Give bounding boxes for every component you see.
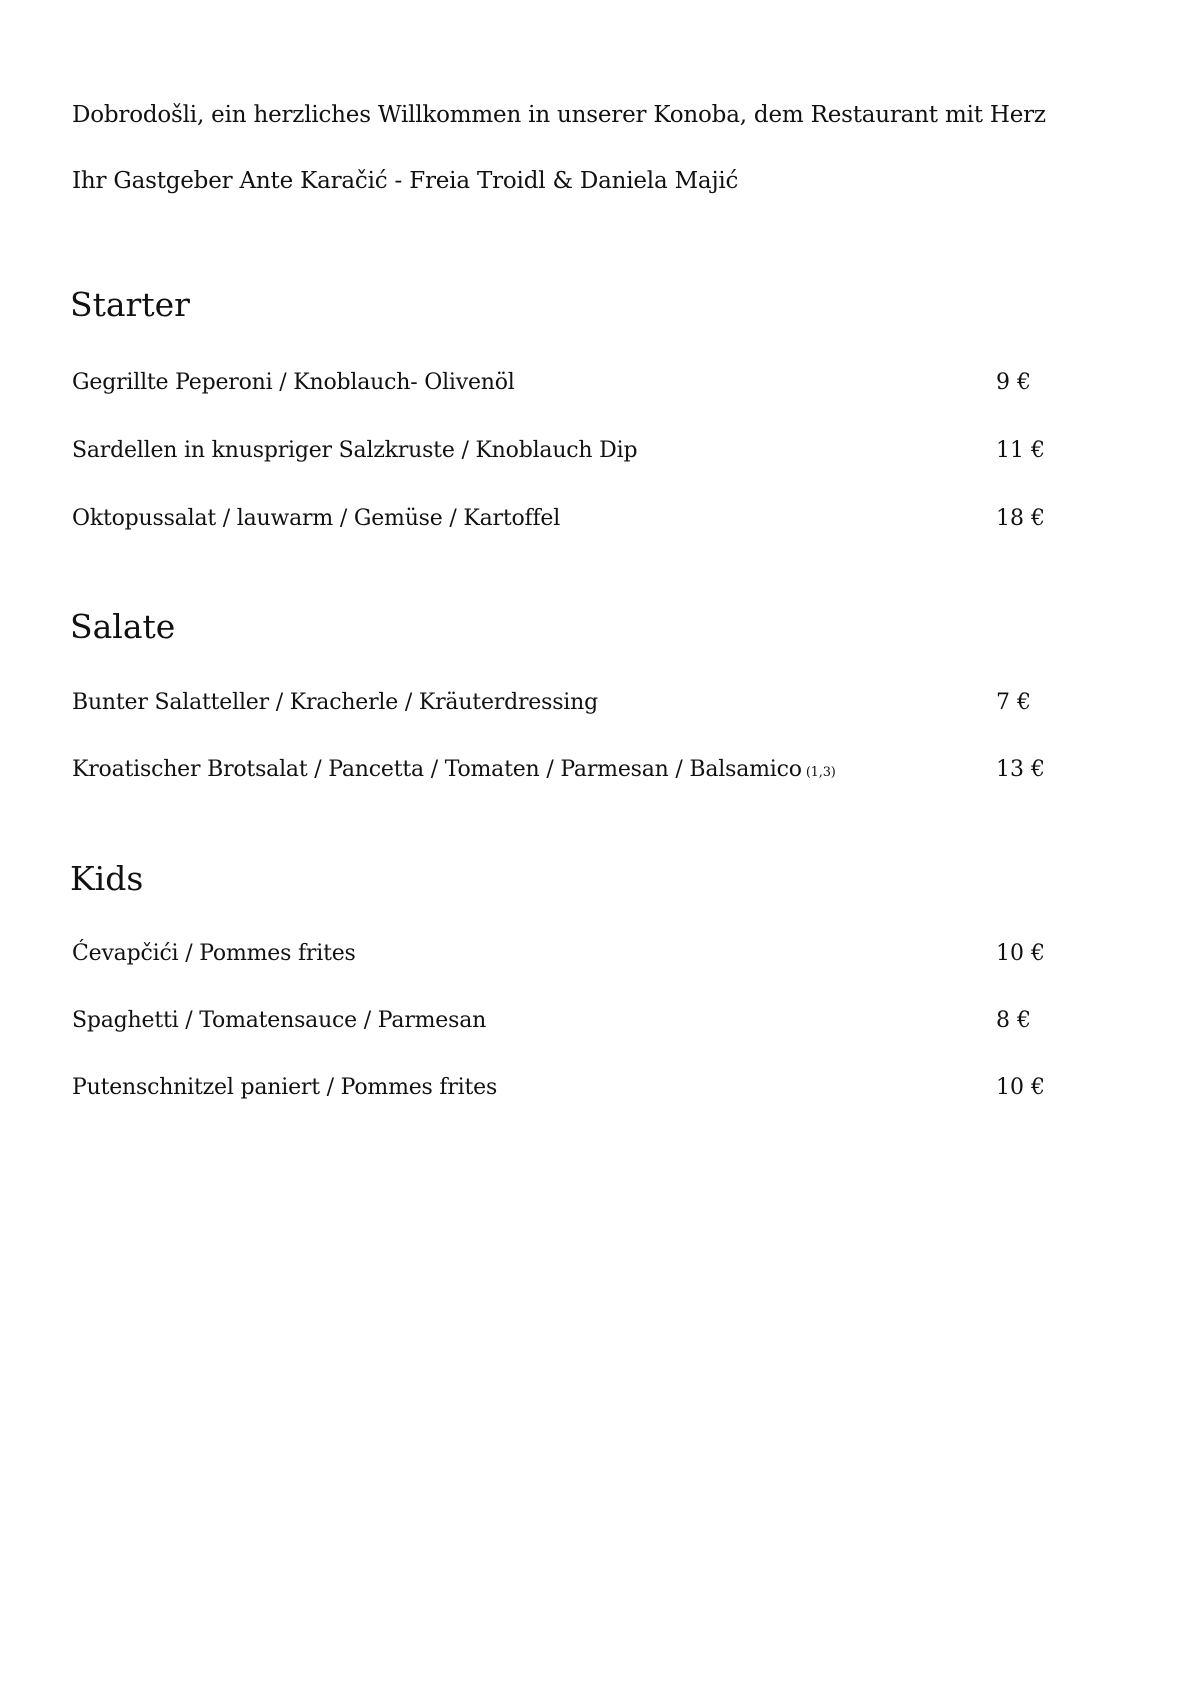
menu-item-name: Kroatischer Brotsalat / Pancetta / Tomaten / Parmesan / Balsamico	[72, 757, 802, 782]
menu-item-price: 7 €	[996, 690, 1031, 715]
menu-item-name: Gegrillte Peperoni / Knoblauch- Olivenöl	[72, 370, 515, 395]
menu-item-name: Spaghetti / Tomatensauce / Parmesan	[72, 1008, 487, 1033]
menu-item-name: Putenschnitzel paniert / Pommes frites	[72, 1075, 498, 1100]
welcome-text: Dobrodošli, ein herzliches Willkommen in unserer Konoba, dem Restaurant mit Herz	[72, 102, 1046, 128]
menu-item-price: 18 €	[996, 506, 1045, 531]
section-title-starter: Starter	[70, 285, 190, 324]
menu-item-name: Ćevapčići / Pommes frites	[72, 941, 356, 966]
menu-item-name: Bunter Salatteller / Kracherle / Kräuterdressing	[72, 690, 598, 715]
hosts-text: Ihr Gastgeber Ante Karačić - Freia Troidl & Daniela Majić	[72, 168, 739, 194]
menu-item-price: 9 €	[996, 370, 1031, 395]
menu-item-price: 13 €	[996, 757, 1045, 782]
section-title-salate: Salate	[70, 607, 176, 646]
menu-item-price: 10 €	[996, 941, 1045, 966]
menu-item-price: 8 €	[996, 1008, 1031, 1033]
allergen-codes: (1,3)	[805, 765, 836, 780]
menu-item-price: 10 €	[996, 1075, 1045, 1100]
menu-item-price: 11 €	[996, 438, 1045, 463]
menu-item-name: Sardellen in knuspriger Salzkruste / Knoblauch Dip	[72, 438, 638, 463]
section-title-kids: Kids	[70, 859, 144, 898]
menu-item-name: Oktopussalat / lauwarm / Gemüse / Kartoffel	[72, 506, 561, 531]
menu-item	[72, 759, 836, 781]
